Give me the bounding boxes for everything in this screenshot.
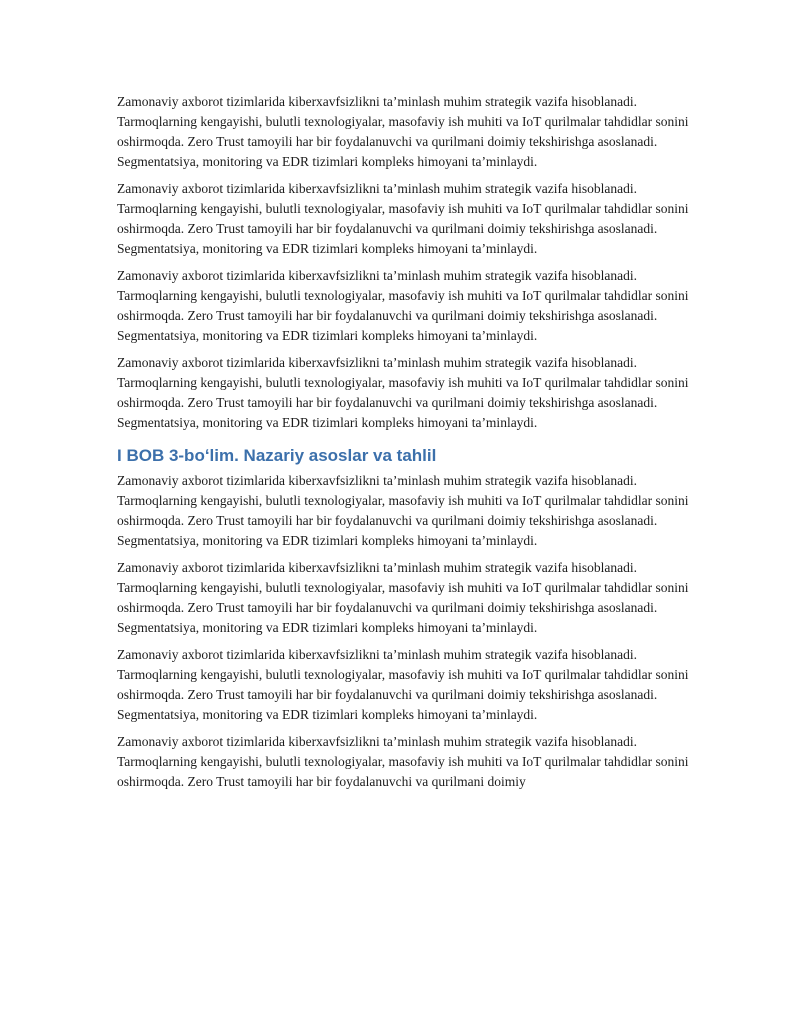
paragraph-3: Zamonaviy axborot tizimlarida kiberxavfsizlikni taʼminlash muhim strategik vazifa hisoblanadi. Tarmoqlarning kengayishi, bulutli texnologiyalar, masofaviy ish muhiti va IoT qurilmalar tahdidlar sonini oshirmoqda. Zero Trust tamoyili har bir foydalanuvchi va qurilmani doimiy tekshirishga asoslanadi. Segmentatsiya, monitoring va EDR tizimlari kompleks himoyani taʼminlaydi.	[117, 268, 689, 343]
paragraph-7: Zamonaviy axborot tizimlarida kiberxavfsizlikni taʼminlash muhim strategik vazifa hisoblanadi. Tarmoqlarning kengayishi, bulutli texnologiyalar, masofaviy ish muhiti va IoT qurilmalar tahdidlar sonini oshirmoqda. Zero Trust tamoyili har bir foydalanuvchi va qurilmani doimiy tekshirishga asoslanadi. Segmentatsiya, monitoring va EDR tizimlari kompleks himoyani taʼminlaydi.	[117, 647, 689, 722]
paragraph-5: Zamonaviy axborot tizimlarida kiberxavfsizlikni taʼminlash muhim strategik vazifa hisoblanadi. Tarmoqlarning kengayishi, bulutli texnologiyalar, masofaviy ish muhiti va IoT qurilmalar tahdidlar sonini oshirmoqda. Zero Trust tamoyili har bir foydalanuvchi va qurilmani doimiy tekshirishga asoslanadi. Segmentatsiya, monitoring va EDR tizimlari kompleks himoyani taʼminlaydi.	[117, 473, 689, 548]
paragraph-4: Zamonaviy axborot tizimlarida kiberxavfsizlikni taʼminlash muhim strategik vazifa hisoblanadi. Tarmoqlarning kengayishi, bulutli texnologiyalar, masofaviy ish muhiti va IoT qurilmalar tahdidlar sonini oshirmoqda. Zero Trust tamoyili har bir foydalanuvchi va qurilmani doimiy tekshirishga asoslanadi. Segmentatsiya, monitoring va EDR tizimlari kompleks himoyani taʼminlaydi.	[117, 355, 689, 430]
paragraph-8-truncated: Zamonaviy axborot tizimlarida kiberxavfsizlikni taʼminlash muhim strategik vazifa hisoblanadi. Tarmoqlarning kengayishi, bulutli texnologiyalar, masofaviy ish muhiti va IoT qurilmalar tahdidlar sonini oshirmoqda. Zero Trust tamoyili har bir foydalanuvchi va qurilmani doimiy	[117, 734, 689, 789]
section-heading: I BOB 3-boʻlim. Nazariy asoslar va tahlil	[117, 446, 437, 465]
paragraph-1: Zamonaviy axborot tizimlarida kiberxavfsizlikni taʼminlash muhim strategik vazifa hisoblanadi. Tarmoqlarning kengayishi, bulutli texnologiyalar, masofaviy ish muhiti va IoT qurilmalar tahdidlar sonini oshirmoqda. Zero Trust tamoyili har bir foydalanuvchi va qurilmani doimiy tekshirishga asoslanadi. Segmentatsiya, monitoring va EDR tizimlari kompleks himoyani taʼminlaydi.	[117, 94, 689, 169]
paragraph-6: Zamonaviy axborot tizimlarida kiberxavfsizlikni taʼminlash muhim strategik vazifa hisoblanadi. Tarmoqlarning kengayishi, bulutli texnologiyalar, masofaviy ish muhiti va IoT qurilmalar tahdidlar sonini oshirmoqda. Zero Trust tamoyili har bir foydalanuvchi va qurilmani doimiy tekshirishga asoslanadi. Segmentatsiya, monitoring va EDR tizimlari kompleks himoyani taʼminlaydi.	[117, 560, 689, 635]
paragraph-2: Zamonaviy axborot tizimlarida kiberxavfsizlikni taʼminlash muhim strategik vazifa hisoblanadi. Tarmoqlarning kengayishi, bulutli texnologiyalar, masofaviy ish muhiti va IoT qurilmalar tahdidlar sonini oshirmoqda. Zero Trust tamoyili har bir foydalanuvchi va qurilmani doimiy tekshirishga asoslanadi. Segmentatsiya, monitoring va EDR tizimlari kompleks himoyani taʼminlaydi.	[117, 181, 689, 256]
document-content	[117, 92, 692, 792]
